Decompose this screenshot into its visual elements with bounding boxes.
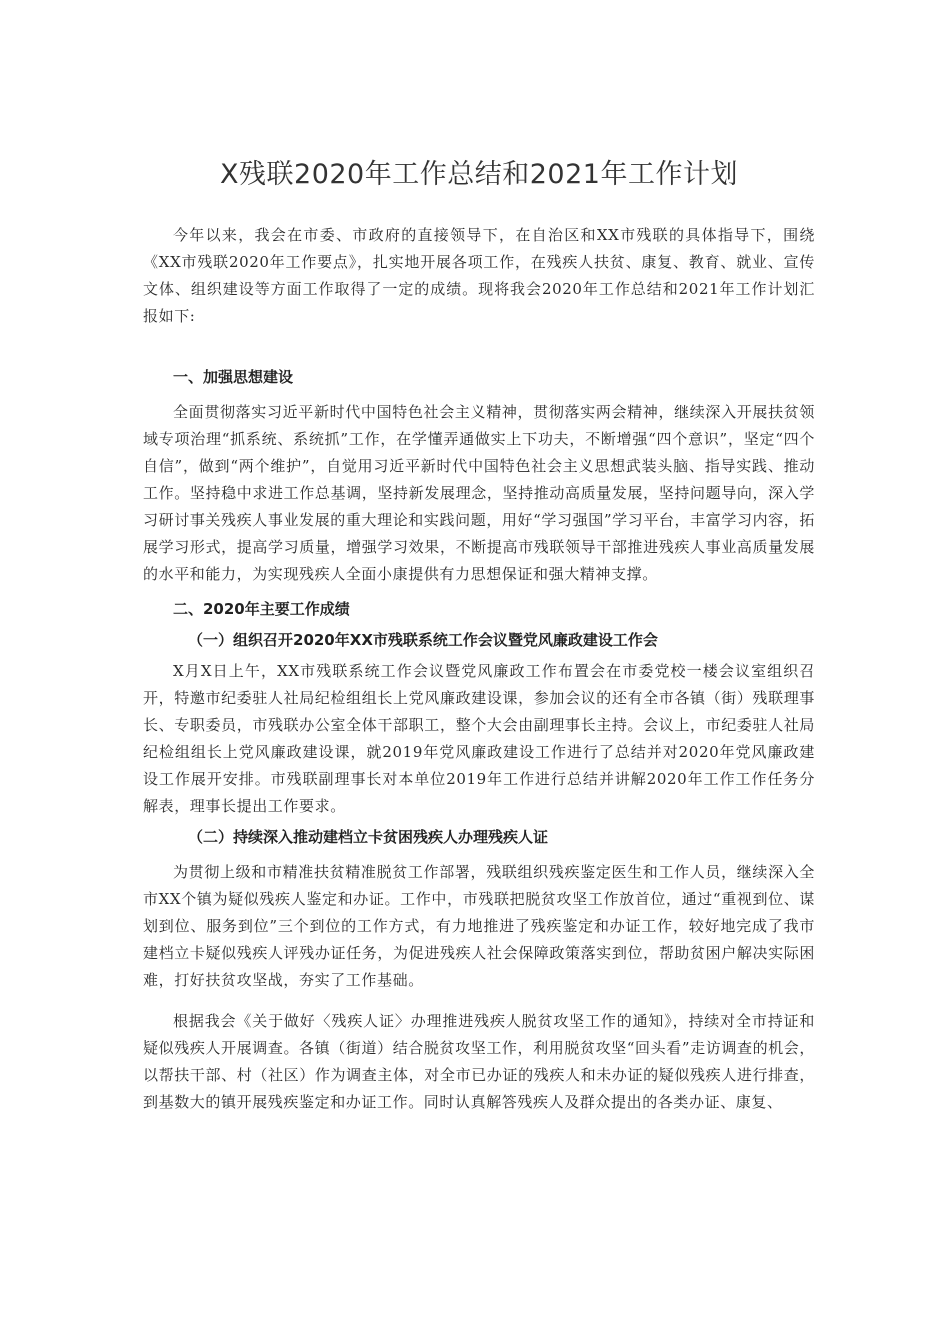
section-1-heading: 一、加强思想建设 [173,368,294,386]
spacer [143,994,815,1008]
spacer [143,330,815,364]
spacer [143,588,815,596]
spacer [143,851,815,859]
subsection-2-heading: （二）持续深入推动建档立卡贫困残疾人办理残疾人证 [188,828,549,846]
subsection-2-paragraph-2: 根据我会《关于做好〈残疾人证〉办理推进残疾人脱贫攻坚工作的通知》，持续对全市持证和疑似残疾人开展调查。各镇（街道）结合脱贫攻坚工作，利用脱贫攻坚“回头看”走访调查的机会，以帮扶干部、村（社区）作为调查主体，对全市已办证的残疾人和未办证的疑似残疾人进行排查，到基数大的镇开展残疾鉴定和办证工作。同时认真解答残疾人及群众提出的各类办证、康复、 [143,1012,815,1111]
subsection-1-paragraph: X月X日上午，XX市残联系统工作会议暨党风廉政工作布置会在市委党校一楼会议室组织召开，特邀市纪委驻人社局纪检组组长上党风廉政建设课，参加会议的还有全市各镇（街）残联理事长、专职委员，市残联办公室全体干部职工，整个大会由副理事长主持。会议上，市纪委驻人社局纪检组组长上党风廉政建设课，就2019年党风廉政建设工作进行了总结并对2020年党风廉政建设工作展开安排。市残联副理事长对本单位2019年工作进行总结并讲解2020年工作工作任务分解表，理事长提出工作要求。 [143,662,815,815]
subsection-2-paragraph-1: 为贯彻上级和市精准扶贫精准脱贫工作部署，残联组织残疾鉴定医生和工作人员，继续深入全市XX个镇为疑似残疾人鉴定和办证。工作中，市残联把脱贫攻坚工作放首位，通过“重视到位、谋划到位、服务到位”三个到位的工作方式，有力地推进了残疾鉴定和办证工作，较好地完成了我市建档立卡疑似残疾人评残办证任务，为促进残疾人社会保障政策落实到位，帮助贫困户解决实际困难，打好扶贫攻坚战，夯实了工作基础。 [143,863,815,989]
intro-paragraph: 今年以来，我会在市委、市政府的直接领导下，在自治区和XX市残联的具体指导下，围绕《XX市残联2020年工作要点》，扎实地开展各项工作，在残疾人扶贫、康复、教育、就业、宣传文体、组织建设等方面工作取得了一定的成绩。现将我会2020年工作总结和2021年工作计划汇报如下: [143,226,815,325]
document-body [143,150,815,1116]
subsection-1-heading: （一）组织召开2020年XX市残联系统工作会议暨党风廉政建设工作会 [188,631,658,649]
section-1-paragraph: 全面贯彻落实习近平新时代中国特色社会主义精神，贯彻落实两会精神，继续深入开展扶贫领域专项治理“抓系统、系统抓”工作，在学懂弄通做实上下功夫，不断增强“四个意识”，坚定“四个自信”，做到“两个维护”，自觉用习近平新时代中国特色社会主义思想武装头脑、指导实践、推动工作。坚持稳中求进工作总基调，坚持新发展理念，坚持推动高质量发展，坚持问题导向，深入学习研讨事关残疾人事业发展的重大理论和实践问题，用好“学习强国”学习平台，丰富学习内容，拓展学习形式，提高学习质量，增强学习效果，不断提高市残联领导干部推进残疾人事业高质量发展的水平和能力，为实现残疾人全面小康提供有力思想保证和强大精神支撑。 [143,403,815,583]
document-title: X残联2020年工作总结和2021年工作计划 [220,159,738,190]
spacer [143,391,815,399]
section-2-heading: 二、2020年主要工作成绩 [173,600,350,618]
